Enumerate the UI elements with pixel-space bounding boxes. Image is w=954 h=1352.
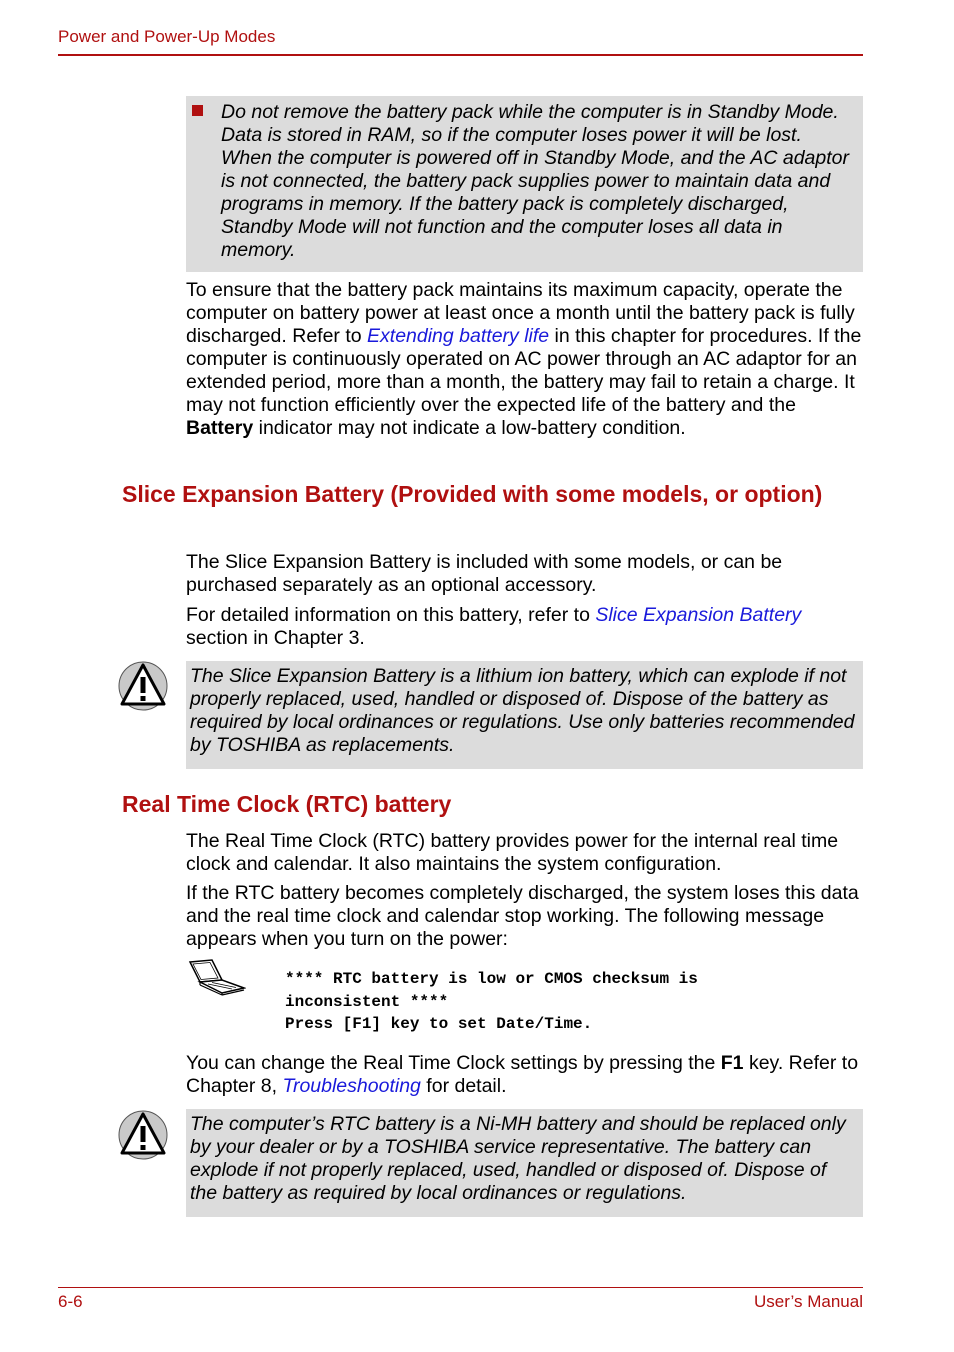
text-run: in this chapter for procedures. If the computer is continuously operated on AC power through an AC adaptor for an extended period, more than a month, the battery may fail to retain a charge. It may not function efficiently over the expected life of the battery and the bbox=[186, 325, 862, 416]
code-line: inconsistent **** bbox=[285, 992, 449, 1011]
rtc-message-code bbox=[285, 968, 845, 1036]
footer-rule bbox=[58, 1287, 863, 1288]
slice-reference-paragraph bbox=[186, 604, 866, 650]
rtc-settings-paragraph bbox=[186, 1052, 866, 1098]
slice-intro-paragraph: The Slice Expansion Battery is included with some models, or can be purchased separately as an optional accessory. bbox=[186, 551, 783, 596]
f1-key-term: F1 bbox=[720, 1052, 744, 1074]
standby-caution-box bbox=[186, 96, 863, 272]
slice-expansion-battery-link[interactable]: Slice Expansion Battery bbox=[595, 604, 802, 626]
text-run: for detail. bbox=[420, 1075, 507, 1097]
text-run: You can change the Real Time Clock settings by pressing the bbox=[186, 1052, 721, 1074]
warning-icon bbox=[118, 1110, 168, 1160]
square-bullet-icon bbox=[192, 105, 203, 116]
rtc-warning-text: The computer’s RTC battery is a Ni-MH battery and should be replaced only by your dealer or by a TOSHIBA service representative. The battery can explode if not properly replaced, used, handled or disposed of. Dispose of the battery as required by local ordinances or regulations. bbox=[190, 1113, 846, 1204]
text-run: indicator may not indicate a low-battery condition. bbox=[253, 417, 686, 439]
text-run: key. Refer to Chapter 8, bbox=[186, 1052, 859, 1097]
text-run: section in Chapter 3. bbox=[186, 627, 365, 649]
warning-icon bbox=[118, 661, 168, 711]
slice-warning-text: The Slice Expansion Battery is a lithium ion battery, which can explode if not properly replaced, used, handled or disposed of. Dispose of the battery as required by local ordinances or regulations. Use only batteries recommended by TOSHIBA as replacements. bbox=[190, 665, 855, 756]
slice-warning-box bbox=[186, 661, 863, 769]
rtc-intro-paragraph: The Real Time Clock (RTC) battery provides power for the internal real time clock and calendar. It also maintains the system configuration. bbox=[186, 830, 839, 875]
capacity-paragraph bbox=[186, 279, 866, 440]
slice-battery-heading: Slice Expansion Battery (Provided with some models, or option) bbox=[122, 481, 823, 507]
code-line: Press [F1] key to set Date/Time. bbox=[285, 1015, 593, 1033]
manual-title: User’s Manual bbox=[754, 1292, 863, 1311]
code-line: **** RTC battery is low or CMOS checksum is bbox=[285, 970, 698, 988]
notebook-icon bbox=[188, 958, 246, 996]
rtc-battery-heading: Real Time Clock (RTC) battery bbox=[122, 791, 452, 817]
text-run: To ensure that the battery pack maintains its maximum capacity, operate the computer on battery power at least once a month until the battery pack is fully discharged. Refer to bbox=[186, 279, 855, 347]
troubleshooting-link[interactable]: Troubleshooting bbox=[282, 1075, 421, 1097]
page-header: Power and Power-Up Modes bbox=[58, 27, 276, 46]
extending-battery-life-link[interactable]: Extending battery life bbox=[367, 325, 550, 347]
rtc-warning-box bbox=[186, 1109, 863, 1217]
rtc-discharge-paragraph: If the RTC battery becomes completely discharged, the system loses this data and the real time clock and calendar stop working. The following message appears when you turn on the power: bbox=[186, 882, 859, 950]
page-number: 6-6 bbox=[58, 1292, 83, 1311]
standby-caution-text: Do not remove the battery pack while the computer is in Standby Mode. Data is stored in RAM, so if the computer loses power it will be lost. When the computer is powered off in Standby Mode, and the AC adaptor is not connected, the battery pack supplies power to maintain data and programs in memory. If the battery pack is completely discharged, Standby Mode will not function and the computer loses all data in memory. bbox=[221, 101, 849, 261]
battery-indicator-term: Battery bbox=[186, 417, 254, 439]
header-rule bbox=[58, 54, 863, 56]
text-run: For detailed information on this battery, refer to bbox=[186, 604, 596, 626]
